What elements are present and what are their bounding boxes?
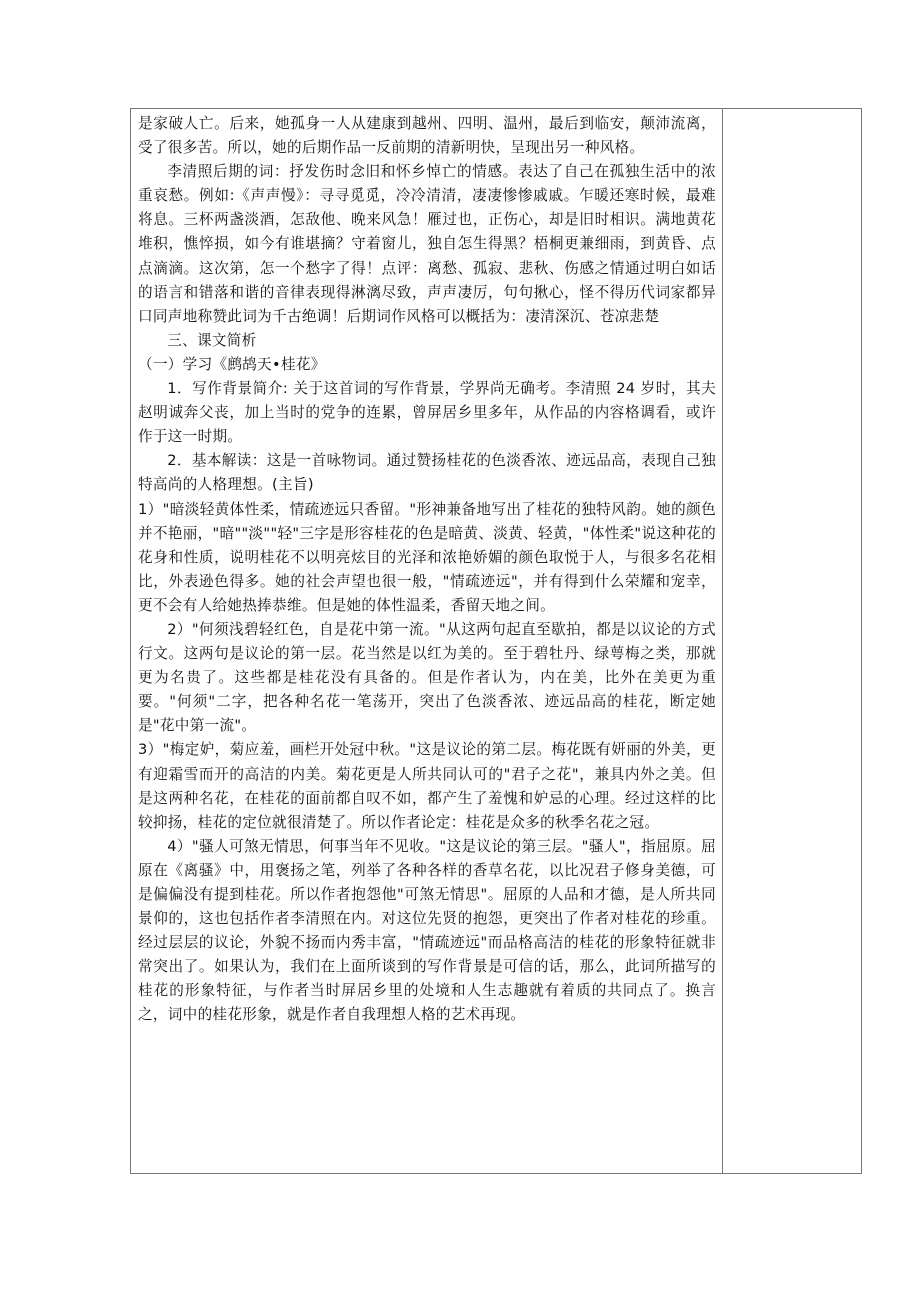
heading-text-analysis: 三、课文简析 — [167, 331, 257, 349]
paragraph-background-end: 是家破人亡。后来，她孤身一人从建康到越州、四明、温州，最后到临安，颠沛流离，受了很多苦。所以，她的后期作品一反前期的清新明快，呈现出另一种风格。 — [138, 115, 716, 157]
heading-study-poem: （一）学习《鹧鸪天•桂花》 — [138, 355, 326, 373]
paragraph-point-3: 3）"梅定妒，菊应羞，画栏开处冠中秋。"这是议论的第二层。梅花既有妍丽的外美，更有迎霜雪而开的高洁的内美。菊花更是人所共同认可的"君子之花"，兼具内外之美。但是这两种名花，在桂花的面前都自叹不如，都产生了羞愧和妒忌的心理。经过这样的比较抑扬，桂花的定位就很清楚了。所以作者论定：桂花是众多的秋季名花之冠。 — [138, 741, 716, 831]
paragraph-point-1: 1）"暗淡轻黄体性柔，情疏迹远只香留。"形神兼备地写出了桂花的独特风韵。她的颜色并不艳丽，"暗""淡""轻"三字是形容桂花的色是暗黄、淡黄、轻黄，"体性柔"说这种花的花身和性质，说明桂花不以明亮炫目的光泽和浓艳娇媚的颜色取悦于人，与很多名花相比，外表逊色得多。她的社会声望也很一般，"情疏迹远"，并有得到什么荣耀和宠幸，更不会有人给她热捧恭维。但是她的体性温柔，香留天地之间。 — [138, 500, 716, 614]
paragraph-basic-reading: 2．基本解读：这是一首咏物词。通过赞扬桂花的色淡香浓、迹远品高，表现自己独特高尚的人格理想。(主旨) — [138, 452, 716, 494]
table-column-divider — [722, 108, 723, 1174]
paragraph-point-2: 2）"何须浅碧轻红色，自是花中第一流。"从这两句起直至歇拍，都是以议论的方式行文。这两句是议论的第一层。花当然是以红为美的。至于碧牡丹、绿萼梅之类，那就更为名贵了。这些都是桂花没有具备的。但是作者认为，内在美，比外在美更为重要。"何须"二字，把各种名花一笔荡开，突出了色淡香浓、迹远品高的桂花，断定她是"花中第一流"。 — [138, 620, 716, 735]
paragraph-later-works: 李清照后期的词：抒发伤时念旧和怀乡悼亡的情感。表达了自己在孤独生活中的浓重哀愁。例如:《声声慢》：寻寻觅觅，冷冷清清，凄凄惨惨戚戚。乍暖还寒时候，最难将息。三杯两盏淡酒，怎敌他、晚来风急！雁过也，正伤心，却是旧时相识。满地黄花堆积，憔悴损，如今有谁堪摘？守着窗儿，独自怎生得黑？梧桐更兼细雨，到黄昏、点点滴滴。这次第，怎一个愁字了得！点评：离愁、孤寂、悲秋、伤感之情通过明白如话的语言和错落和谐的音律表现得淋漓尽致，声声凄厉，句句揪心，怪不得历代词家都异口同声地称赞此词为千古绝调！后期词作风格可以概括为：凄清深沉、苍凉悲楚 — [138, 163, 716, 325]
main-text-cell — [138, 112, 716, 1028]
paragraph-point-4: 4）"骚人可煞无情思，何事当年不见收。"这是议论的第三层。"骚人"，指屈原。屈原在《离骚》中，用褒扬之笔，列举了各种各样的香草名花，以比况君子修身美德，可是偏偏没有提到桂花。所以作者抱怨他"可煞无情思"。屈原的人品和才德，是人所共同景仰的，这也包括作者李清照在内。对这位先贤的抱怨，更突出了作者对桂花的珍重。经过层层的议论，外貌不扬而内秀丰富，"情疏迹远"而品格高洁的桂花的形象特征就非常突出了。如果认为，我们在上面所谈到的写作背景是可信的话，那么，此词所描写的桂花的形象特征，与作者当时屏居乡里的处境和人生志趣就有着质的共同点了。换言之，词中的桂花形象，就是作者自我理想人格的艺术再现。 — [138, 837, 716, 1024]
paragraph-writing-background: 1．写作背景简介: 关于这首词的写作背景，学界尚无确考。李清照 24 岁时，其夫赵明诚奔父丧，加上当时的党争的连累，曾屏居乡里多年，从作品的内容格调看，或许作于这一时期。 — [138, 380, 716, 446]
